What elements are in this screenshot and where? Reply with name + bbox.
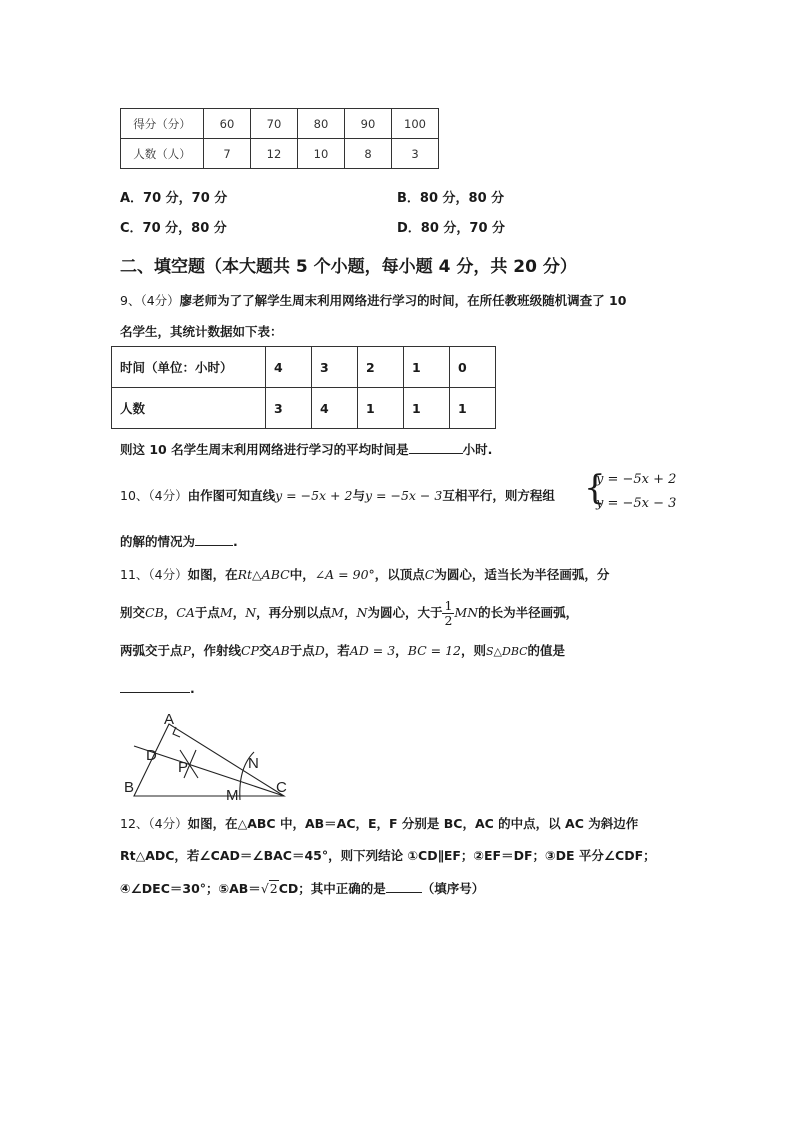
question-text: 于点 <box>289 643 315 658</box>
table-cell: 7 <box>204 139 251 169</box>
question-text: 的解的情况为 <box>120 534 196 549</box>
question-text: . <box>190 681 195 696</box>
option-b: B．80 分，80 分 <box>397 191 505 206</box>
question-text: ，作射线 <box>190 643 241 658</box>
score-table <box>120 108 439 169</box>
question-text: 小时. <box>462 442 493 457</box>
triangle-figure <box>114 710 294 802</box>
question-text: 两弧交于点 <box>120 643 183 658</box>
label-c: C <box>276 779 287 796</box>
question-text: 的长为半径画弧， <box>478 605 579 620</box>
table-cell: 8 <box>345 139 392 169</box>
question-text: ，则 <box>461 643 487 658</box>
table-cell: 2 <box>358 347 404 388</box>
math-expression: Rt△ABC <box>237 567 290 582</box>
question-text: 如图，在 <box>187 567 238 582</box>
label-m: M <box>226 787 239 802</box>
fraction <box>442 599 454 628</box>
question-text: CD；其中正确的是 <box>278 881 386 896</box>
time-table <box>111 346 496 429</box>
answer-blank[interactable] <box>195 533 233 546</box>
table-cell: 10 <box>298 139 345 169</box>
math-expression: ∠A = 90° <box>314 567 375 582</box>
option-d: D．80 分，70 分 <box>397 221 506 236</box>
question-text: ④∠DEC＝30°；⑤AB＝ <box>120 881 261 896</box>
table-cell: 0 <box>450 347 496 388</box>
table-cell: 70 <box>251 109 298 139</box>
question-text: 互相平行，则方程组 <box>442 488 555 503</box>
math-expression: S△DBC <box>486 645 528 658</box>
system-eq-1: y = −5x + 2 <box>596 472 677 487</box>
table-cell: 3 <box>312 347 358 388</box>
question-text: 由作图可知直线 <box>187 488 276 503</box>
math-expression: y = −5x − 3 <box>364 488 443 503</box>
question-text: 与 <box>352 488 365 503</box>
math-expression: AB <box>271 643 290 658</box>
q10-line1 <box>120 486 555 504</box>
q9-line1 <box>120 291 626 309</box>
math-expression: CB <box>145 605 164 620</box>
question-text: ， <box>163 605 177 620</box>
table-cell: 100 <box>392 109 439 139</box>
table-cell: 时间（单位：小时） <box>112 347 266 388</box>
question-text: ，若 <box>324 643 350 658</box>
question-text: 中， <box>289 567 315 582</box>
table-row <box>121 139 439 169</box>
q12-line3 <box>120 879 484 897</box>
sqrt-expression <box>261 880 279 896</box>
question-text: ，再分别以点 <box>256 605 332 620</box>
question-text: . <box>233 534 238 549</box>
fraction-numerator: 1 <box>444 598 453 613</box>
label-d: D <box>146 747 157 764</box>
sqrt-symbol: √ <box>260 881 269 896</box>
question-text: 别交 <box>120 605 146 620</box>
math-expression: MN <box>454 605 479 620</box>
math-expression: CP <box>240 643 259 658</box>
answer-blank[interactable] <box>386 880 422 893</box>
sqrt-radicand: 2 <box>269 881 278 896</box>
q12-line2: Rt△ADC，若∠CAD＝∠BAC＝45°，则下列结论 ①CD∥EF；②EF＝DF；③DE 平分∠CDF； <box>120 848 656 863</box>
question-text: 为圆心，适当长为半径画弧，分 <box>434 567 610 582</box>
table-cell: 3 <box>266 388 312 429</box>
question-text: ，以顶点 <box>374 567 425 582</box>
math-expression: M <box>331 605 344 620</box>
fraction-denominator: 2 <box>444 613 453 628</box>
math-expression: AD = 3 <box>349 643 396 658</box>
table-cell: 90 <box>345 109 392 139</box>
q9-line3 <box>120 440 492 458</box>
table-row <box>112 347 496 388</box>
label-p: P <box>178 759 189 776</box>
table-cell: 3 <box>392 139 439 169</box>
math-expression: P <box>182 643 191 658</box>
table-cell: 1 <box>404 388 450 429</box>
question-text: ， <box>232 605 246 620</box>
answer-blank[interactable] <box>120 680 190 693</box>
table-cell: 1 <box>404 347 450 388</box>
question-text: ， <box>395 643 408 658</box>
question-text: 为圆心，大于 <box>367 605 443 620</box>
math-expression: BC = 12 <box>407 643 461 658</box>
q11-line1 <box>120 565 609 583</box>
math-expression: N <box>356 605 368 620</box>
section-title: 二、填空题（本大题共 5 个小题，每小题 4 分，共 20 分） <box>120 257 577 277</box>
math-expression: y = −5x + 2 <box>275 488 353 503</box>
question-text: 廖老师为了了解学生周末利用网络进行学习的时间，在所任教班级随机调查了 10 <box>179 293 627 308</box>
system-brace: { <box>584 468 606 508</box>
label-n: N <box>248 755 259 772</box>
q11-line4 <box>120 680 195 696</box>
table-cell: 1 <box>358 388 404 429</box>
answer-blank[interactable] <box>409 441 463 454</box>
q11-line3 <box>120 641 565 659</box>
q12-line1 <box>120 814 638 832</box>
math-expression: M <box>219 605 233 620</box>
table-cell: 4 <box>266 347 312 388</box>
option-c: C．70 分，80 分 <box>120 221 227 236</box>
question-text: ， <box>343 605 357 620</box>
table-cell: 80 <box>298 109 345 139</box>
question-text: 交 <box>258 643 272 658</box>
question-text: （填序号） <box>421 881 485 896</box>
q9-line2: 名学生，其统计数据如下表： <box>120 324 283 339</box>
math-expression: C <box>424 567 435 582</box>
question-number: 10、（4分） <box>120 488 188 503</box>
q10-line2 <box>120 532 238 550</box>
math-expression: CA <box>176 605 195 620</box>
table-cell: 12 <box>251 139 298 169</box>
label-b: B <box>124 779 135 796</box>
table-cell: 人数 <box>112 388 266 429</box>
table-row <box>112 388 496 429</box>
table-row <box>121 109 439 139</box>
math-expression: N <box>245 605 257 620</box>
q11-line2 <box>120 598 578 628</box>
question-text: 的值是 <box>527 643 566 658</box>
question-text: 于点 <box>194 605 220 620</box>
system-eq-2: y = −5x − 3 <box>596 496 677 511</box>
math-expression: D <box>314 643 325 658</box>
table-cell: 4 <box>312 388 358 429</box>
table-cell: 1 <box>450 388 496 429</box>
question-text: 如图，在△ABC 中，AB＝AC，E，F 分别是 BC，AC 的中点，以 AC 为斜边作 <box>187 816 639 831</box>
question-number: 12、（4分） <box>120 816 188 831</box>
question-number: 9、（4分） <box>120 293 180 308</box>
option-a: A．70 分，70 分 <box>120 191 228 206</box>
label-a: A <box>164 711 175 728</box>
question-number: 11、（4分） <box>120 567 188 582</box>
table-cell: 60 <box>204 109 251 139</box>
question-text: 则这 10 名学生周末利用网络进行学习的平均时间是 <box>120 442 409 457</box>
table-cell: 人数（人） <box>121 139 204 169</box>
table-cell: 得分（分） <box>121 109 204 139</box>
